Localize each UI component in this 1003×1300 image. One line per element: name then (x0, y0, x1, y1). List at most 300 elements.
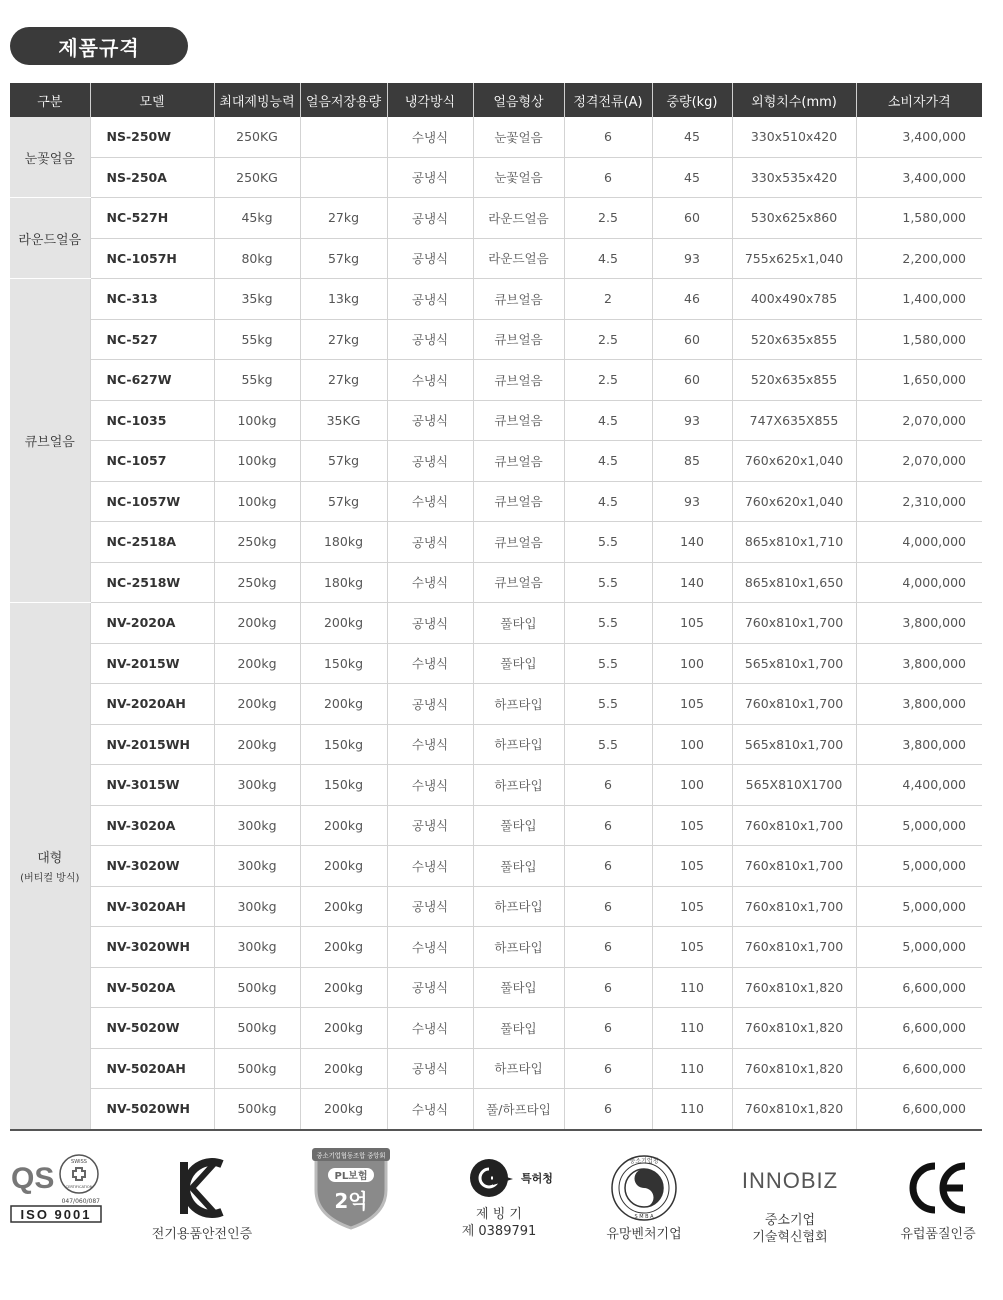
current-cell: 6 (564, 117, 652, 157)
cooling-cell: 공냉식 (387, 238, 473, 279)
cooling-cell: 수냉식 (387, 117, 473, 157)
model-cell: NC-2518A (90, 522, 214, 563)
ice-shape-cell: 큐브얼음 (473, 360, 564, 401)
max-capacity-cell: 200kg (214, 603, 300, 644)
ice-shape-cell: 라운드얼음 (473, 238, 564, 279)
ice-shape-cell: 풀타입 (473, 1008, 564, 1049)
cooling-cell: 공냉식 (387, 198, 473, 239)
storage-cell: 200kg (300, 967, 387, 1008)
max-capacity-cell: 200kg (214, 724, 300, 765)
model-cell: NV-5020A (90, 967, 214, 1008)
kc-mark-icon (137, 1150, 267, 1226)
weight-cell: 105 (652, 846, 732, 887)
price-cell: 3,800,000 (856, 724, 982, 765)
cooling-cell: 공냉식 (387, 319, 473, 360)
table-row (10, 157, 982, 198)
dimensions-cell: 865x810x1,710 (732, 522, 856, 563)
price-cell: 2,070,000 (856, 441, 982, 482)
ice-shape-cell: 하프타입 (473, 684, 564, 725)
price-cell: 3,400,000 (856, 117, 982, 157)
model-cell: NV-2020A (90, 603, 214, 644)
model-cell: NV-2015WH (90, 724, 214, 765)
table-row (10, 400, 982, 441)
col-header: 소비자가격 (856, 83, 982, 117)
patent-office-logo-icon (434, 1150, 564, 1206)
table-row (10, 724, 982, 765)
current-cell: 6 (564, 765, 652, 806)
table-row (10, 967, 982, 1008)
model-cell: NC-1057H (90, 238, 214, 279)
cooling-cell: 수냉식 (387, 1008, 473, 1049)
current-cell: 5.5 (564, 562, 652, 603)
model-cell: NC-1057 (90, 441, 214, 482)
cert-pl-insurance (286, 1150, 416, 1226)
max-capacity-cell: 35kg (214, 279, 300, 320)
cert-kc (137, 1150, 267, 1243)
current-cell: 6 (564, 927, 652, 968)
weight-cell: 60 (652, 198, 732, 239)
category-name: 큐브얼음 (24, 435, 75, 450)
iso-qs-text: QS (11, 1162, 55, 1195)
max-capacity-cell: 300kg (214, 765, 300, 806)
dimensions-cell: 760x810x1,700 (732, 684, 856, 725)
cooling-cell: 수냉식 (387, 765, 473, 806)
pl-org-text: 중소기업협동조합 중앙회 (316, 1152, 386, 1160)
storage-cell: 200kg (300, 1008, 387, 1049)
weight-cell: 100 (652, 765, 732, 806)
cooling-cell: 공냉식 (387, 400, 473, 441)
max-capacity-cell: 100kg (214, 481, 300, 522)
storage-cell: 180kg (300, 522, 387, 563)
weight-cell: 100 (652, 643, 732, 684)
current-cell: 4.5 (564, 441, 652, 482)
category-name: 대형 (37, 851, 63, 867)
dimensions-cell: 755x625x1,040 (732, 238, 856, 279)
table-row (10, 765, 982, 806)
iso-number-text: 047/060/087 (61, 1198, 100, 1205)
col-header: 외형치수(mm) (732, 83, 856, 117)
model-cell: NV-3020WH (90, 927, 214, 968)
weight-cell: 45 (652, 117, 732, 157)
max-capacity-cell: 500kg (214, 1008, 300, 1049)
table-row (10, 319, 982, 360)
cert-ce (873, 1150, 1003, 1243)
table-row (10, 198, 982, 239)
cooling-cell: 공냉식 (387, 684, 473, 725)
max-capacity-cell: 250KG (214, 157, 300, 198)
pl-insurance-text: PL보험 (334, 1171, 368, 1182)
price-cell: 1,580,000 (856, 319, 982, 360)
cooling-cell: 수냉식 (387, 643, 473, 684)
storage-cell: 200kg (300, 603, 387, 644)
category-name: 눈꽃얼음 (24, 151, 75, 167)
current-cell: 6 (564, 805, 652, 846)
weight-cell: 60 (652, 360, 732, 401)
storage-cell: 200kg (300, 886, 387, 927)
cooling-cell: 수냉식 (387, 846, 473, 887)
dimensions-cell: 565x810x1,700 (732, 724, 856, 765)
storage-cell (300, 117, 387, 157)
table-row (10, 522, 982, 563)
storage-cell: 13kg (300, 279, 387, 320)
cooling-cell: 공냉식 (387, 279, 473, 320)
spec-table (10, 83, 982, 1131)
model-cell: NV-2020AH (90, 684, 214, 725)
cert-patent-label-2: 제 0389791 (461, 1224, 537, 1239)
ice-shape-cell: 라운드얼음 (473, 198, 564, 239)
dimensions-cell: 760x810x1,700 (732, 805, 856, 846)
cooling-cell: 공냉식 (387, 805, 473, 846)
dimensions-cell: 760x620x1,040 (732, 441, 856, 482)
current-cell: 4.5 (564, 481, 652, 522)
ice-shape-cell: 풀타입 (473, 805, 564, 846)
ice-shape-cell: 큐브얼음 (473, 481, 564, 522)
category-cell (10, 117, 90, 198)
ice-shape-cell: 하프타입 (473, 927, 564, 968)
table-row (10, 360, 982, 401)
max-capacity-cell: 100kg (214, 400, 300, 441)
model-cell: NV-3020AH (90, 886, 214, 927)
table-row (10, 846, 982, 887)
cert-innobiz-label-1: 중소기업 (764, 1213, 816, 1228)
weight-cell: 105 (652, 684, 732, 725)
table-row (10, 1048, 982, 1089)
storage-cell: 200kg (300, 805, 387, 846)
dimensions-cell: 330x535x420 (732, 157, 856, 198)
current-cell: 2.5 (564, 198, 652, 239)
model-cell: NC-527 (90, 319, 214, 360)
table-header-row (10, 83, 982, 117)
price-cell: 5,000,000 (856, 886, 982, 927)
spec-table-body (10, 117, 982, 1130)
cert-innobiz-label-2: 기술혁신협회 (752, 1230, 828, 1245)
current-cell: 5.5 (564, 724, 652, 765)
price-cell: 4,000,000 (856, 562, 982, 603)
dimensions-cell: 760x810x1,700 (732, 603, 856, 644)
ice-shape-cell: 하프타입 (473, 886, 564, 927)
weight-cell: 93 (652, 481, 732, 522)
max-capacity-cell: 300kg (214, 846, 300, 887)
weight-cell: 140 (652, 522, 732, 563)
ice-shape-cell: 큐브얼음 (473, 400, 564, 441)
cert-smba (579, 1150, 709, 1243)
storage-cell: 35KG (300, 400, 387, 441)
price-cell: 1,650,000 (856, 360, 982, 401)
current-cell: 2.5 (564, 360, 652, 401)
current-cell: 6 (564, 846, 652, 887)
weight-cell: 46 (652, 279, 732, 320)
price-cell: 6,600,000 (856, 967, 982, 1008)
model-cell: NV-3015W (90, 765, 214, 806)
table-row (10, 1089, 982, 1130)
current-cell: 5.5 (564, 643, 652, 684)
certification-logos (0, 1150, 990, 1260)
storage-cell: 200kg (300, 684, 387, 725)
model-cell: NV-5020WH (90, 1089, 214, 1130)
current-cell: 6 (564, 886, 652, 927)
storage-cell: 200kg (300, 846, 387, 887)
cooling-cell: 공냉식 (387, 157, 473, 198)
ice-shape-cell: 풀/하프타입 (473, 1089, 564, 1130)
storage-cell: 57kg (300, 481, 387, 522)
ice-shape-cell: 풀타입 (473, 967, 564, 1008)
max-capacity-cell: 300kg (214, 927, 300, 968)
max-capacity-cell: 250KG (214, 117, 300, 157)
storage-cell: 200kg (300, 1089, 387, 1130)
ice-shape-cell: 풀타입 (473, 643, 564, 684)
price-cell: 3,800,000 (856, 603, 982, 644)
dimensions-cell: 760x810x1,820 (732, 1008, 856, 1049)
col-header: 최대제빙능력 (214, 83, 300, 117)
model-cell: NS-250A (90, 157, 214, 198)
iso-9001-text: ISO 9001 (20, 1207, 92, 1222)
model-cell: NC-527H (90, 198, 214, 239)
model-cell: NV-5020AH (90, 1048, 214, 1089)
max-capacity-cell: 300kg (214, 805, 300, 846)
category-name: 라운드얼음 (18, 232, 82, 248)
max-capacity-cell: 500kg (214, 1048, 300, 1089)
iso-9001-logo-icon (4, 1150, 108, 1226)
weight-cell: 45 (652, 157, 732, 198)
ice-shape-cell: 큐브얼음 (473, 441, 564, 482)
ice-shape-cell: 풀타입 (473, 846, 564, 887)
cooling-cell: 공냉식 (387, 603, 473, 644)
max-capacity-cell: 55kg (214, 360, 300, 401)
max-capacity-cell: 200kg (214, 684, 300, 725)
smba-seal-icon (579, 1150, 709, 1226)
dimensions-cell: 760x810x1,700 (732, 886, 856, 927)
storage-cell: 57kg (300, 441, 387, 482)
cooling-cell: 수냉식 (387, 481, 473, 522)
col-header: 냉각방식 (387, 83, 473, 117)
price-cell: 4,000,000 (856, 522, 982, 563)
current-cell: 2 (564, 279, 652, 320)
price-cell: 4,400,000 (856, 765, 982, 806)
ice-shape-cell: 큐브얼음 (473, 319, 564, 360)
model-cell: NS-250W (90, 117, 214, 157)
cooling-cell: 수냉식 (387, 927, 473, 968)
category-cell (10, 198, 90, 279)
weight-cell: 105 (652, 886, 732, 927)
storage-cell: 150kg (300, 765, 387, 806)
dimensions-cell: 760x810x1,700 (732, 846, 856, 887)
storage-cell (300, 157, 387, 198)
col-header: 정격전류(A) (564, 83, 652, 117)
price-cell: 1,400,000 (856, 279, 982, 320)
smba-abbr-text: S M B A (634, 1214, 654, 1220)
cooling-cell: 수냉식 (387, 724, 473, 765)
max-capacity-cell: 300kg (214, 886, 300, 927)
max-capacity-cell: 55kg (214, 319, 300, 360)
storage-cell: 27kg (300, 198, 387, 239)
dimensions-cell: 520x635x855 (732, 360, 856, 401)
storage-cell: 200kg (300, 927, 387, 968)
table-row (10, 238, 982, 279)
weight-cell: 110 (652, 1048, 732, 1089)
max-capacity-cell: 80kg (214, 238, 300, 279)
storage-cell: 180kg (300, 562, 387, 603)
weight-cell: 93 (652, 238, 732, 279)
weight-cell: 93 (652, 400, 732, 441)
current-cell: 6 (564, 1089, 652, 1130)
current-cell: 6 (564, 967, 652, 1008)
cooling-cell: 공냉식 (387, 886, 473, 927)
model-cell: NV-5020W (90, 1008, 214, 1049)
cooling-cell: 수냉식 (387, 562, 473, 603)
ice-shape-cell: 하프타입 (473, 765, 564, 806)
dimensions-cell: 760x810x1,820 (732, 1048, 856, 1089)
dimensions-cell: 330x510x420 (732, 117, 856, 157)
col-header: 구분 (10, 83, 90, 117)
current-cell: 6 (564, 1008, 652, 1049)
price-cell: 5,000,000 (856, 927, 982, 968)
ice-shape-cell: 풀타입 (473, 603, 564, 644)
weight-cell: 100 (652, 724, 732, 765)
price-cell: 3,800,000 (856, 643, 982, 684)
table-row (10, 279, 982, 320)
max-capacity-cell: 100kg (214, 441, 300, 482)
cooling-cell: 수냉식 (387, 360, 473, 401)
iso-certification-text: CERTIFICATION (65, 1185, 93, 1189)
patent-office-text: 특허청 (521, 1172, 553, 1185)
price-cell: 2,200,000 (856, 238, 982, 279)
storage-cell: 27kg (300, 360, 387, 401)
cert-kc-label: 전기용품안전인증 (151, 1227, 253, 1242)
max-capacity-cell: 250kg (214, 522, 300, 563)
weight-cell: 110 (652, 1008, 732, 1049)
ice-shape-cell: 하프타입 (473, 1048, 564, 1089)
current-cell: 5.5 (564, 522, 652, 563)
pl-insurance-badge-icon (286, 1150, 416, 1226)
ice-shape-cell: 눈꽃얼음 (473, 157, 564, 198)
table-row (10, 562, 982, 603)
current-cell: 6 (564, 157, 652, 198)
price-cell: 5,000,000 (856, 805, 982, 846)
storage-cell: 200kg (300, 1048, 387, 1089)
col-header: 중량(kg) (652, 83, 732, 117)
dimensions-cell: 565x810x1,700 (732, 643, 856, 684)
model-cell: NC-313 (90, 279, 214, 320)
cert-ce-label: 유럽품질인증 (900, 1227, 976, 1242)
table-row (10, 481, 982, 522)
dimensions-cell: 760x810x1,820 (732, 967, 856, 1008)
max-capacity-cell: 500kg (214, 1089, 300, 1130)
category-subtitle: (버티컬 방식) (20, 873, 80, 885)
dimensions-cell: 565X810X1700 (732, 765, 856, 806)
col-header: 모델 (90, 83, 214, 117)
dimensions-cell: 760x810x1,820 (732, 1089, 856, 1130)
storage-cell: 27kg (300, 319, 387, 360)
weight-cell: 110 (652, 967, 732, 1008)
cert-innobiz (725, 1150, 855, 1246)
price-cell: 3,400,000 (856, 157, 982, 198)
smba-org-text: 중소기업청 (629, 1158, 659, 1165)
dimensions-cell: 530x625x860 (732, 198, 856, 239)
col-header: 얼음형상 (473, 83, 564, 117)
cooling-cell: 공냉식 (387, 1048, 473, 1089)
current-cell: 4.5 (564, 400, 652, 441)
cert-iso9001 (4, 1150, 108, 1226)
pl-amount-text: 2억 (334, 1189, 368, 1213)
col-header: 얼음저장용량 (300, 83, 387, 117)
model-cell: NC-2518W (90, 562, 214, 603)
table-row (10, 441, 982, 482)
price-cell: 6,600,000 (856, 1048, 982, 1089)
cooling-cell: 공냉식 (387, 441, 473, 482)
price-cell: 5,000,000 (856, 846, 982, 887)
max-capacity-cell: 45kg (214, 198, 300, 239)
model-cell: NC-1057W (90, 481, 214, 522)
iso-swiss-text: SWISS (71, 1159, 87, 1165)
price-cell: 2,310,000 (856, 481, 982, 522)
cooling-cell: 공냉식 (387, 522, 473, 563)
model-cell: NV-3020W (90, 846, 214, 887)
dimensions-cell: 400x490x785 (732, 279, 856, 320)
weight-cell: 85 (652, 441, 732, 482)
innobiz-logo-text: INNOBIZ (741, 1168, 839, 1193)
table-row (10, 117, 982, 157)
current-cell: 2.5 (564, 319, 652, 360)
price-cell: 1,580,000 (856, 198, 982, 239)
ice-shape-cell: 큐브얼음 (473, 522, 564, 563)
category-cell (10, 279, 90, 603)
max-capacity-cell: 200kg (214, 643, 300, 684)
table-row (10, 643, 982, 684)
current-cell: 6 (564, 1048, 652, 1089)
weight-cell: 105 (652, 603, 732, 644)
ice-shape-cell: 큐브얼음 (473, 279, 564, 320)
cooling-cell: 공냉식 (387, 967, 473, 1008)
price-cell: 6,600,000 (856, 1089, 982, 1130)
price-cell: 3,800,000 (856, 684, 982, 725)
table-row (10, 886, 982, 927)
cert-patent-label-1: 제 빙 기 (476, 1207, 522, 1222)
storage-cell: 57kg (300, 238, 387, 279)
current-cell: 4.5 (564, 238, 652, 279)
model-cell: NV-3020A (90, 805, 214, 846)
max-capacity-cell: 500kg (214, 967, 300, 1008)
dimensions-cell: 760x810x1,700 (732, 927, 856, 968)
dimensions-cell: 747X635X855 (732, 400, 856, 441)
ice-shape-cell: 큐브얼음 (473, 562, 564, 603)
ice-shape-cell: 하프타입 (473, 724, 564, 765)
cooling-cell: 수냉식 (387, 1089, 473, 1130)
weight-cell: 60 (652, 319, 732, 360)
model-cell: NC-627W (90, 360, 214, 401)
current-cell: 5.5 (564, 603, 652, 644)
weight-cell: 110 (652, 1089, 732, 1130)
page-title: 제품규격 (10, 27, 188, 65)
dimensions-cell: 520x635x855 (732, 319, 856, 360)
innobiz-logo-icon (725, 1150, 855, 1212)
model-cell: NC-1035 (90, 400, 214, 441)
cert-patent (434, 1150, 564, 1240)
ice-shape-cell: 눈꽃얼음 (473, 117, 564, 157)
category-cell (10, 603, 90, 1130)
weight-cell: 105 (652, 927, 732, 968)
table-row (10, 805, 982, 846)
table-row (10, 1008, 982, 1049)
ce-mark-icon (873, 1150, 1003, 1226)
table-row (10, 927, 982, 968)
storage-cell: 150kg (300, 643, 387, 684)
max-capacity-cell: 250kg (214, 562, 300, 603)
table-row (10, 684, 982, 725)
dimensions-cell: 865x810x1,650 (732, 562, 856, 603)
storage-cell: 150kg (300, 724, 387, 765)
current-cell: 5.5 (564, 684, 652, 725)
table-row (10, 603, 982, 644)
